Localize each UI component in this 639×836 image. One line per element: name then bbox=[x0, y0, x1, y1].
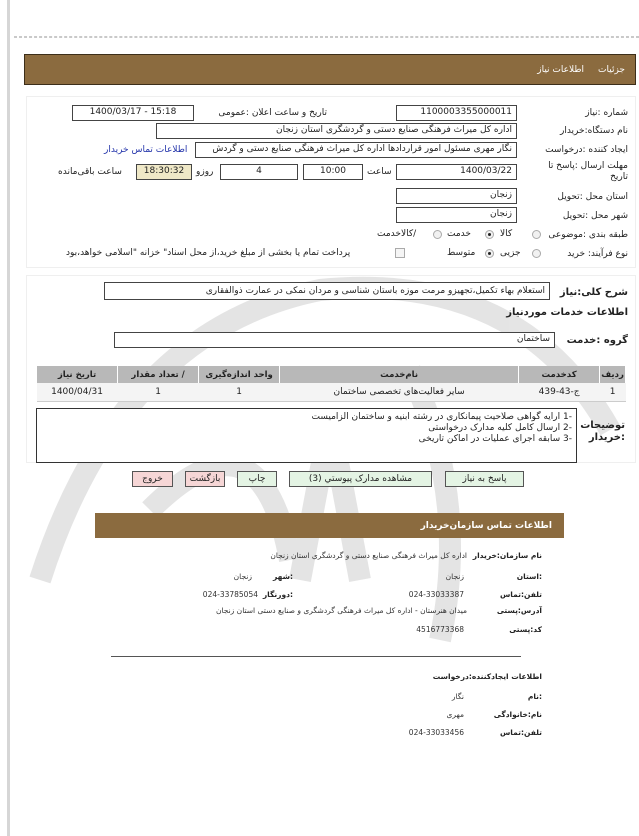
col-service-name: نام‌خدمت bbox=[280, 366, 519, 383]
cell-need-date: 1400/04/31 bbox=[37, 383, 118, 401]
city-field: زنجان bbox=[396, 207, 517, 223]
radio-goods-label: کالا bbox=[500, 229, 513, 239]
treasury-payment-label: پرداخت تمام یا بخشی از مبلغ خرید،از محل اسناد" خزانه "اسلامی خواهد،بود bbox=[66, 248, 351, 258]
creator-name-label: :نام bbox=[527, 692, 542, 701]
note-line: -1 ارایه گواهی صلاحیت پیمانکاری در رشته ابنیه و ساختمان الزامیست bbox=[311, 412, 572, 422]
service-group-field: ساختمان bbox=[114, 332, 555, 348]
contact-city-label: :شهر bbox=[273, 572, 293, 581]
col-service-code: کدخدمت bbox=[519, 366, 600, 383]
col-need-date: تاریخ نیاز bbox=[37, 366, 118, 383]
city-label: شهر محل :تحویل bbox=[562, 211, 628, 221]
radio-medium-label: متوسط bbox=[447, 248, 476, 258]
cell-service-code: ج-43-439 bbox=[519, 383, 600, 401]
contact-address-label: آدرس:پستی bbox=[496, 606, 542, 615]
creator-label: ایجاد کننده :درخواست bbox=[545, 145, 628, 155]
contact-section-title: اطلاعات تماس سازمان‌خریدار bbox=[420, 520, 552, 531]
creator-phone-value: 024-33033456 bbox=[408, 728, 464, 737]
top-nav-bar bbox=[24, 54, 636, 85]
buyer-contact-link[interactable]: اطلاعات تماس خریدار bbox=[104, 145, 188, 155]
respond-button[interactable]: پاسخ به نیاز bbox=[445, 471, 524, 487]
treasury-payment-checkbox[interactable] bbox=[395, 248, 405, 258]
contact-phone-value: 024-33033387 bbox=[408, 590, 464, 599]
contact-fax-value: 024-33785054 bbox=[202, 590, 258, 599]
radio-service[interactable] bbox=[485, 230, 494, 239]
creator-field: نگار مهری مسئول امور قراردادها اداره کل میراث فرهنگی صنایع دستی و گردش bbox=[195, 142, 517, 158]
province-label: استان محل :تحویل bbox=[557, 192, 628, 202]
page-left-border bbox=[7, 0, 10, 836]
creator-family-value: مهری bbox=[446, 710, 464, 719]
section-divider bbox=[111, 656, 521, 657]
header-divider bbox=[14, 36, 639, 38]
note-line: -3 سابقه اجرای عملیات در اماکن تاریخی bbox=[418, 434, 572, 444]
contact-province-value: زنجان bbox=[445, 572, 464, 581]
note-line: -2 ارسال کامل کلیه مدارک درخواستی bbox=[428, 423, 572, 433]
col-row-number: ردیف bbox=[600, 366, 626, 383]
summary-field: استعلام بهاء تکمیل،تجهیزو مرمت موزه باستان شناسی و مردان نمکی در عمارت ذوالفقاری bbox=[104, 282, 550, 300]
services-table bbox=[36, 366, 626, 402]
deadline-label: مهلت ارسال :پاسخ تا تاریخ bbox=[548, 161, 628, 182]
view-attachments-button[interactable]: مشاهده مدارک پیوستي (3) bbox=[289, 471, 432, 487]
days-field: 4 bbox=[220, 164, 298, 180]
table-header-row bbox=[37, 366, 626, 383]
contact-postal-value: 4516773368 bbox=[416, 625, 464, 634]
radio-goods[interactable] bbox=[532, 230, 541, 239]
table-row bbox=[37, 383, 626, 401]
col-unit: واحد اندازه‌گیری bbox=[199, 366, 280, 383]
deadline-time-field: 10:00 bbox=[303, 164, 363, 180]
tab-details[interactable]: جزئیات bbox=[598, 64, 625, 75]
contact-fax-label: :دورنگار bbox=[262, 590, 293, 599]
contact-address-value: میدان هنرستان - اداره کل میراث فرهنگی گردشگری و صنایع دستی استان زنجان bbox=[215, 606, 467, 615]
process-type-label: نوع فرآیند: خرید bbox=[567, 249, 628, 259]
services-title: اطلاعات خدمات موردنیاز bbox=[506, 307, 628, 318]
buyer-org-label: نام دستگاه:خریدار bbox=[559, 126, 628, 136]
contact-phone-label: تلفن:تماس bbox=[499, 590, 542, 599]
radio-minor[interactable] bbox=[532, 249, 541, 258]
deadline-time-label: ساعت bbox=[367, 167, 392, 177]
category-label: طبقه بندی :موضوعی bbox=[548, 230, 628, 240]
buyer-notes-label-line2: :خریدار bbox=[588, 432, 625, 443]
radio-medium[interactable] bbox=[485, 249, 494, 258]
service-group-label: گروه :خدمت bbox=[566, 335, 628, 346]
buyer-org-field: اداره کل میراث فرهنگی صنایع دستی و گردشگری استان زنجان bbox=[156, 123, 517, 139]
buyer-notes-box bbox=[36, 408, 577, 463]
contact-province-label: :استان bbox=[516, 572, 542, 581]
radio-goods-service[interactable] bbox=[433, 230, 442, 239]
buyer-notes-label-line1: توضیحات bbox=[580, 420, 625, 431]
tab-need-info[interactable]: اطلاعات نیاز bbox=[537, 64, 585, 75]
remaining-time-field: 18:30:32 bbox=[136, 164, 192, 180]
radio-minor-label: جزیی bbox=[500, 248, 521, 258]
print-button[interactable]: چاپ bbox=[237, 471, 277, 487]
contact-org-value: اداره کل میراث فرهنگی صنایع دستی و گردشگری استان زنجان bbox=[270, 551, 467, 560]
contact-postal-label: کد:پستی bbox=[509, 625, 542, 634]
announce-date-field: 1400/03/17 - 15:18 bbox=[72, 105, 194, 121]
creator-info-title: اطلاعات ایجادکننده:درخواست bbox=[432, 672, 542, 681]
back-button[interactable]: بازگشت bbox=[185, 471, 225, 487]
need-number-label: شماره :نیاز bbox=[585, 108, 628, 118]
exit-button[interactable]: خروج bbox=[132, 471, 173, 487]
creator-family-label: نام:خانوادگی bbox=[493, 710, 542, 719]
days-label: روزو bbox=[196, 167, 214, 177]
radio-service-label: خدمت bbox=[447, 229, 471, 239]
cell-quantity: 1 bbox=[118, 383, 199, 401]
buyer-notes-label bbox=[580, 420, 625, 444]
deadline-date-field: 1400/03/22 bbox=[396, 164, 517, 180]
contact-org-label: نام سازمان:خریدار bbox=[472, 551, 542, 560]
contact-section-header bbox=[95, 513, 564, 538]
radio-goods-service-label: /کالاخدمت bbox=[377, 229, 417, 239]
remaining-label: ساعت باقی‌مانده bbox=[58, 167, 122, 177]
cell-unit: 1 bbox=[199, 383, 280, 401]
cell-service-name: سایر فعالیت‌های تخصصی ساختمان bbox=[280, 383, 519, 401]
creator-phone-label: تلفن:تماس bbox=[499, 728, 542, 737]
cell-row-number: 1 bbox=[600, 383, 626, 401]
col-quantity: / تعداد مقدار bbox=[118, 366, 199, 383]
announce-date-label: تاریخ و ساعت اعلان :عمومی bbox=[218, 108, 327, 118]
need-number-field: 1100003355000011 bbox=[396, 105, 517, 121]
summary-label: شرح کلی:نیاز bbox=[559, 287, 628, 298]
creator-name-value: نگار bbox=[451, 692, 464, 701]
contact-city-value: زنجان bbox=[233, 572, 252, 581]
province-field: زنجان bbox=[396, 188, 517, 204]
